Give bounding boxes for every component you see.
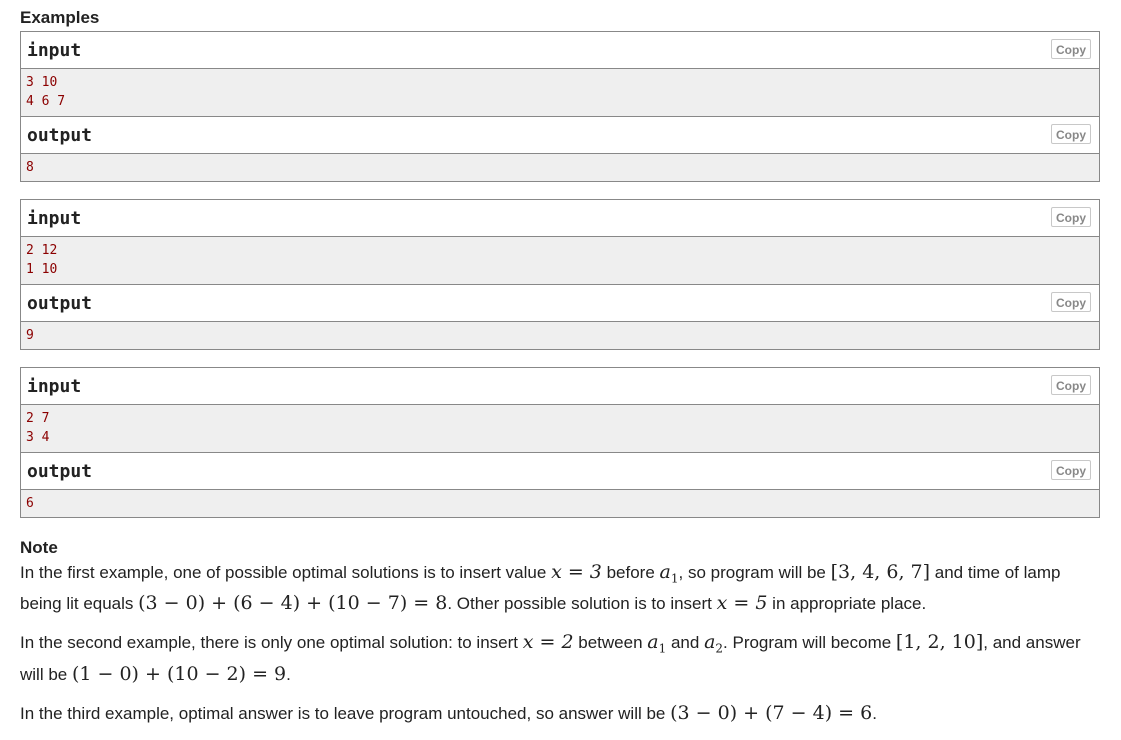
output-header (21, 453, 1099, 490)
math-expression: (1 − 0) + (10 − 2) = 9 (71, 662, 287, 685)
note-text: between (573, 633, 648, 653)
math-expression: a (647, 631, 659, 654)
input-label: input (27, 208, 82, 229)
note-text: . (286, 664, 291, 684)
note-text: . Program will become (723, 633, 896, 653)
math-expression: (3 − 0) + (6 − 4) + (10 − 7) = 8 (138, 592, 448, 615)
note-paragraph-1 (20, 560, 1100, 616)
output-header (21, 285, 1099, 322)
note-text: , so program will be (678, 563, 831, 582)
note-paragraph-2 (20, 630, 1100, 686)
example-1 (20, 31, 1100, 182)
note-title: Note (20, 538, 58, 557)
note-text: , and answer will be (20, 633, 1081, 684)
output-data: 6 (21, 490, 1099, 517)
copy-input-button[interactable]: Copy (1051, 207, 1091, 227)
math-expression: x = 2 (522, 631, 574, 654)
output-label: output (27, 125, 93, 146)
math-expression: x = 5 (716, 592, 768, 615)
note-text: . Other possible solution is to insert (447, 594, 717, 614)
input-line: 3 4 (26, 430, 50, 445)
math-subscript: 2 (715, 641, 724, 656)
math-subscript: 1 (658, 641, 667, 656)
input-line: 1 10 (26, 262, 58, 277)
note-paragraph-3 (20, 701, 1100, 726)
output-data: 9 (21, 322, 1099, 349)
note-text: before (601, 563, 660, 582)
note-text: . (872, 703, 877, 723)
output-label: output (27, 461, 93, 482)
copy-output-button[interactable]: Copy (1051, 124, 1091, 144)
math-expression: (3 − 0) + (7 − 4) = 6 (670, 701, 873, 724)
note-text: In the first example, one of possible optimal solutions is to insert value (20, 563, 552, 582)
output-header (21, 117, 1099, 154)
copy-output-button[interactable]: Copy (1051, 460, 1091, 480)
input-data (21, 237, 1099, 285)
input-data (21, 405, 1099, 453)
math-expression: [1, 2, 10] (895, 631, 984, 654)
math-expression: [3, 4, 6, 7] (830, 561, 931, 583)
input-header (21, 200, 1099, 237)
note-text: In the third example, optimal answer is to leave program untouched, so answer will be (20, 703, 671, 723)
input-label: input (27, 40, 82, 61)
examples-section (20, 8, 1100, 740)
input-line: 3 10 (26, 75, 58, 90)
input-line: 2 12 (26, 243, 58, 258)
output-data: 8 (21, 154, 1099, 181)
copy-input-button[interactable]: Copy (1051, 39, 1091, 59)
input-line: 4 6 7 (26, 94, 66, 109)
copy-input-button[interactable]: Copy (1051, 375, 1091, 395)
math-expression: a (704, 631, 716, 654)
output-label: output (27, 293, 93, 314)
note-section (20, 538, 1100, 726)
input-header (21, 368, 1099, 405)
input-label: input (27, 376, 82, 397)
note-text: and time of lamp being lit equals (20, 563, 1061, 614)
copy-output-button[interactable]: Copy (1051, 292, 1091, 312)
math-expression: a (659, 561, 671, 583)
examples-title: Examples (20, 8, 100, 27)
input-line: 2 7 (26, 411, 50, 426)
note-text: In the second example, there is only one optimal solution: to insert (20, 633, 523, 653)
note-text: in appropriate place. (767, 594, 927, 614)
input-data (21, 69, 1099, 117)
example-2 (20, 199, 1100, 350)
input-header (21, 32, 1099, 69)
math-expression: x = 3 (551, 561, 602, 583)
example-3 (20, 367, 1100, 518)
math-subscript: 1 (670, 571, 679, 586)
note-text: and (666, 633, 705, 653)
